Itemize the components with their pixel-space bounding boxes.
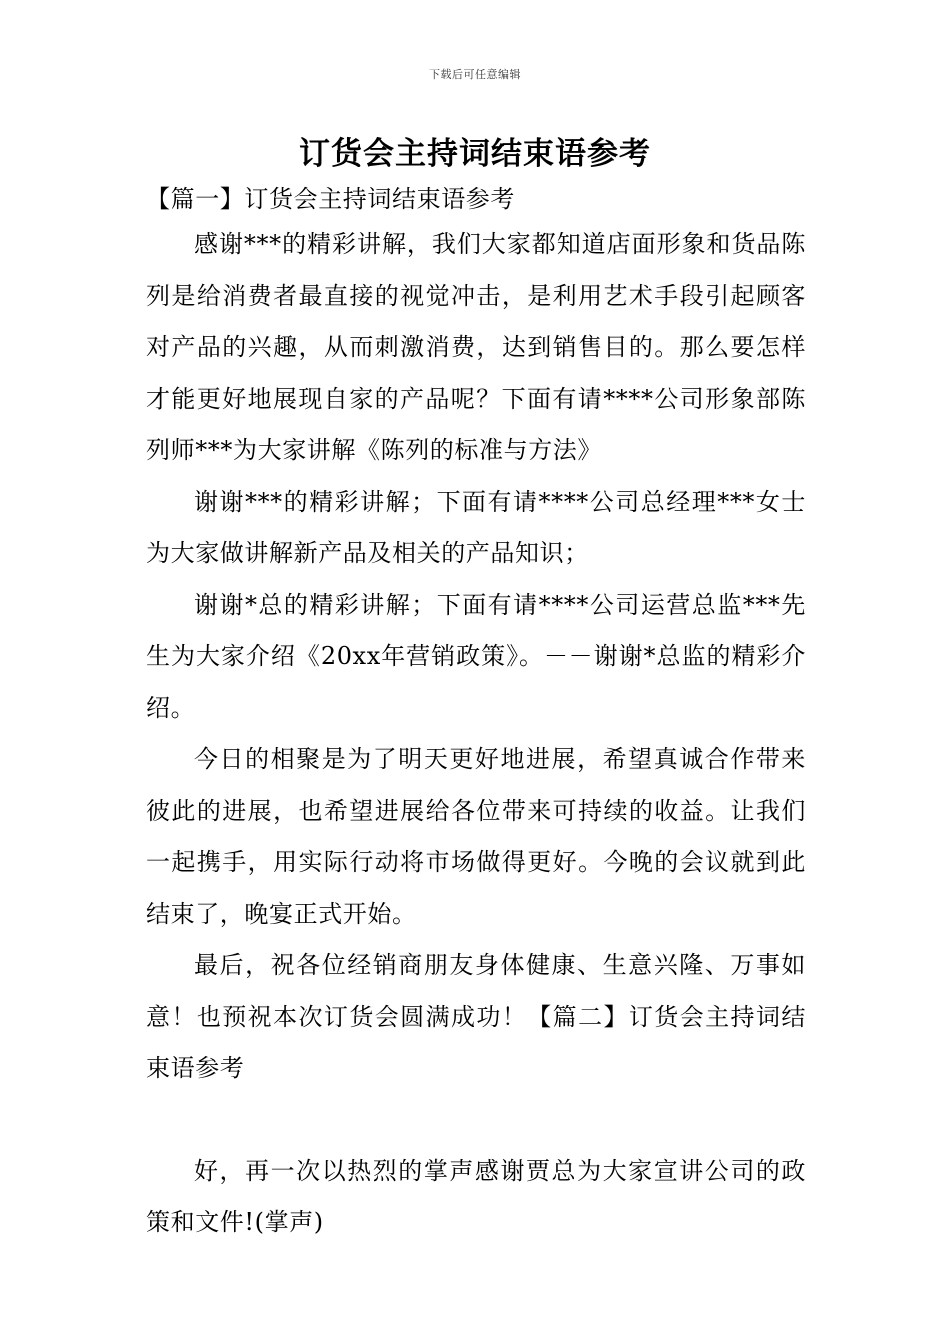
paragraph-spacer [146,1095,806,1146]
section-heading: 【篇一】订货会主持词结束语参考 [146,185,515,213]
document-body [146,180,806,1249]
paragraph-3: 谢谢*总的精彩讲解；下面有请****公司运营总监***先生为大家介绍《20xx年营销政策》。－－谢谢*总监的精彩介绍。 [146,590,806,722]
paragraph-1: 感谢***的精彩讲解，我们大家都知道店面形象和货品陈列是给消费者最直接的视觉冲击，是利用艺术手段引起顾客对产品的兴趣，从而刺激消费，达到销售目的。那么要怎样才能更好地展现自家的产品呢？下面有请****公司形象部陈列师***为大家讲解《陈列的标准与方法》 [146,230,806,464]
paragraph-6: 好，再一次以热烈的掌声感谢贾总为大家宣讲公司的政策和文件!(掌声) [146,1156,806,1236]
paragraph-2: 谢谢***的精彩讲解；下面有请****公司总经理***女士为大家做讲解新产品及相关的产品知识； [146,487,806,567]
header-note: 下载后可任意编辑 [429,68,521,81]
paragraph-4: 今日的相聚是为了明天更好地进展，希望真诚合作带来彼此的进展，也希望进展给各位带来可持续的收益。让我们一起携手，用实际行动将市场做得更好。今晚的会议就到此结束了，晚宴正式开始。 [146,745,806,928]
document-title: 订货会主持词结束语参考 [299,136,651,172]
paragraph-5: 最后，祝各位经销商朋友身体健康、生意兴隆、万事如意！也预祝本次订货会圆满成功！【篇二】订货会主持词结束语参考 [146,951,806,1082]
